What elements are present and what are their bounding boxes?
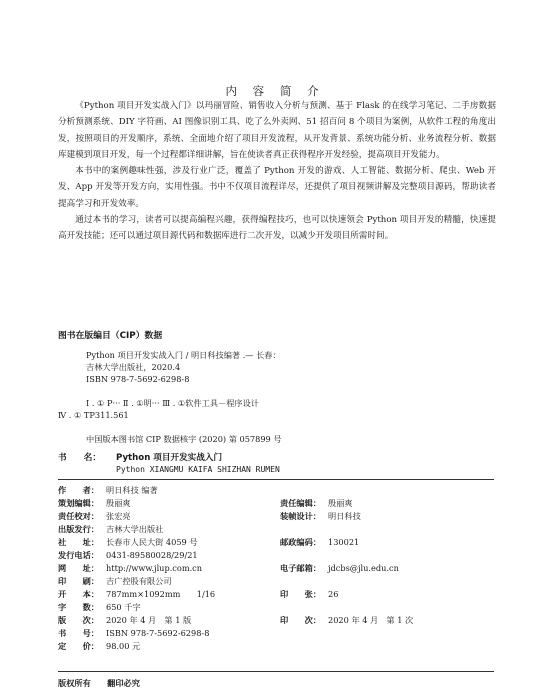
row-address (58, 537, 494, 549)
words-value: 650 千字 (106, 602, 141, 612)
proofreader-label: 责任校对： (58, 511, 99, 521)
website-label: 网 址： (58, 563, 99, 573)
designer-label: 装帧设计： (280, 511, 321, 521)
price-label: 定 价： (58, 641, 99, 651)
cip-classification-number: Ⅳ . ① TP311.561 (58, 409, 129, 420)
cip-record-number: 中国版本图书馆 CIP 数据核字 (2020) 第 057899 号 (86, 433, 282, 444)
summary-paragraph-2: 本书中的案例趣味性强，涉及行业广泛，覆盖了 Python 开发的游戏、人工智能、数据分析、爬虫、Web 开发、App 开发等开发方向，实用性强。书中不仅项目流程详尽，还提供了项目视频讲解及完整项目源码，帮助读者提高学习和开发效率。 (58, 166, 496, 209)
row-isbn (58, 628, 494, 640)
printing-label: 印 次： (280, 615, 321, 625)
printing-value: 2020 年 4 月 第 1 次 (328, 615, 414, 625)
format-value: 787mm×1092mm 1/16 (106, 589, 216, 599)
sheets-label: 印 张： (280, 589, 321, 599)
email-label: 电子邮箱： (280, 563, 321, 573)
row-proof-design (58, 511, 494, 523)
row-edition (58, 615, 494, 627)
summary-paragraph-3: 通过本书的学习，读者可以提高编程兴趣，获得编程技巧，也可以快速领会 Python 项目开发的精髓，快速提高开发技能；还可以通过项目源代码和数据库进行二次开发，以减少开发项目所需时间。 (58, 215, 496, 242)
responsible-editor-label: 责任编辑： (280, 498, 321, 508)
responsible-editor-value: 殷丽爽 (328, 498, 353, 508)
row-publisher (58, 524, 494, 536)
printer-value: 吉广控股有限公司 (106, 576, 172, 586)
author-label: 作 者： (58, 485, 99, 495)
cip-classification-line: Ⅰ . ① P··· Ⅱ . ①明··· Ⅲ . ①软件工具－程序设计 (86, 397, 259, 408)
email-value: jdcbs@jlu.edu.cn (328, 563, 399, 573)
planning-editor-label: 策划编辑： (58, 498, 99, 508)
book-name-block (58, 452, 280, 476)
phone-label: 发行电话： (58, 550, 99, 560)
cip-header: 图书在版编目（CIP）数据 (58, 331, 163, 341)
divider-bottom (58, 671, 494, 672)
publisher-label: 出版发行： (58, 524, 99, 534)
row-phone (58, 550, 494, 562)
edition-value: 2020 年 4 月 第 1 版 (106, 615, 192, 625)
cip-spacer (58, 386, 498, 398)
format-label: 开 本： (58, 589, 99, 599)
cip-publisher-line: 吉林大学出版社，2020.4 (86, 361, 181, 372)
cip-record-block (58, 350, 498, 445)
row-words (58, 602, 494, 614)
address-value: 长春市人民大街 4059 号 (106, 537, 198, 547)
printer-label: 印 刷： (58, 576, 99, 586)
author-value: 明日科技 编著 (106, 485, 158, 495)
summary-body (58, 98, 496, 245)
cip-isbn-line: ISBN 978-7-5692-6298-8 (86, 373, 190, 384)
phone-value: 0431-89580028/29/21 (106, 550, 198, 560)
row-printer (58, 576, 494, 588)
website-value: http://www.jlup.com.cn (106, 563, 203, 573)
summary-paragraph-1: 《Python 项目开发实战入门》以玛丽冒险、销售收入分析与预测、基于 Flask 的在线学习笔记、二手房数据分析预测系统、DIY 字符画、AI 图像识别工具、吃了么外卖网、51 招百问 8 个项目为案例，从软件工程的角度出发，按照项目的开发顺序，系统、全面地介绍了项目开发流程，从开发背景、系统功能分析、业务流程分析、数据库建模到项目开发，每一个过程都详细讲解，旨在使读者真正获得程序开发经验，提高项目开发能力。 (58, 101, 496, 160)
postcode-label: 邮政编码： (280, 537, 321, 547)
words-label: 字 数： (58, 602, 99, 612)
divider-top (58, 479, 494, 480)
address-label: 社 址： (58, 537, 99, 547)
book-title: Python 项目开发实战入门 (116, 453, 223, 463)
price-value: 98.00 元 (106, 641, 141, 651)
book-name-label: 书 名： (58, 453, 101, 463)
isbn-value: ISBN 978-7-5692-6298-8 (106, 628, 210, 638)
cip-title-line: Python 项目开发实战入门 / 明日科技编著 .— 长春： (86, 350, 281, 360)
cip-spacer (58, 422, 498, 434)
designer-value: 明日科技 (328, 511, 361, 521)
row-price (58, 641, 494, 653)
publisher-value: 吉林大学出版社 (106, 524, 164, 534)
sheets-value: 26 (328, 589, 339, 599)
proofreader-value: 张宏亮 (106, 511, 131, 521)
row-author (58, 485, 494, 497)
row-web (58, 563, 494, 575)
postcode-value: 130021 (328, 537, 360, 547)
rights-notice: 版权所有 翻印必究 (58, 678, 140, 688)
edition-label: 版 次： (58, 615, 99, 625)
row-editors (58, 498, 494, 510)
summary-title: 内 容 简 介 (225, 84, 325, 98)
book-title-pinyin: Python XIANGMU KAIFA SHIZHAN RUMEN (116, 465, 280, 474)
isbn-label: 书 号： (58, 628, 99, 638)
row-format (58, 589, 494, 601)
planning-editor-value: 殷丽爽 (106, 498, 131, 508)
